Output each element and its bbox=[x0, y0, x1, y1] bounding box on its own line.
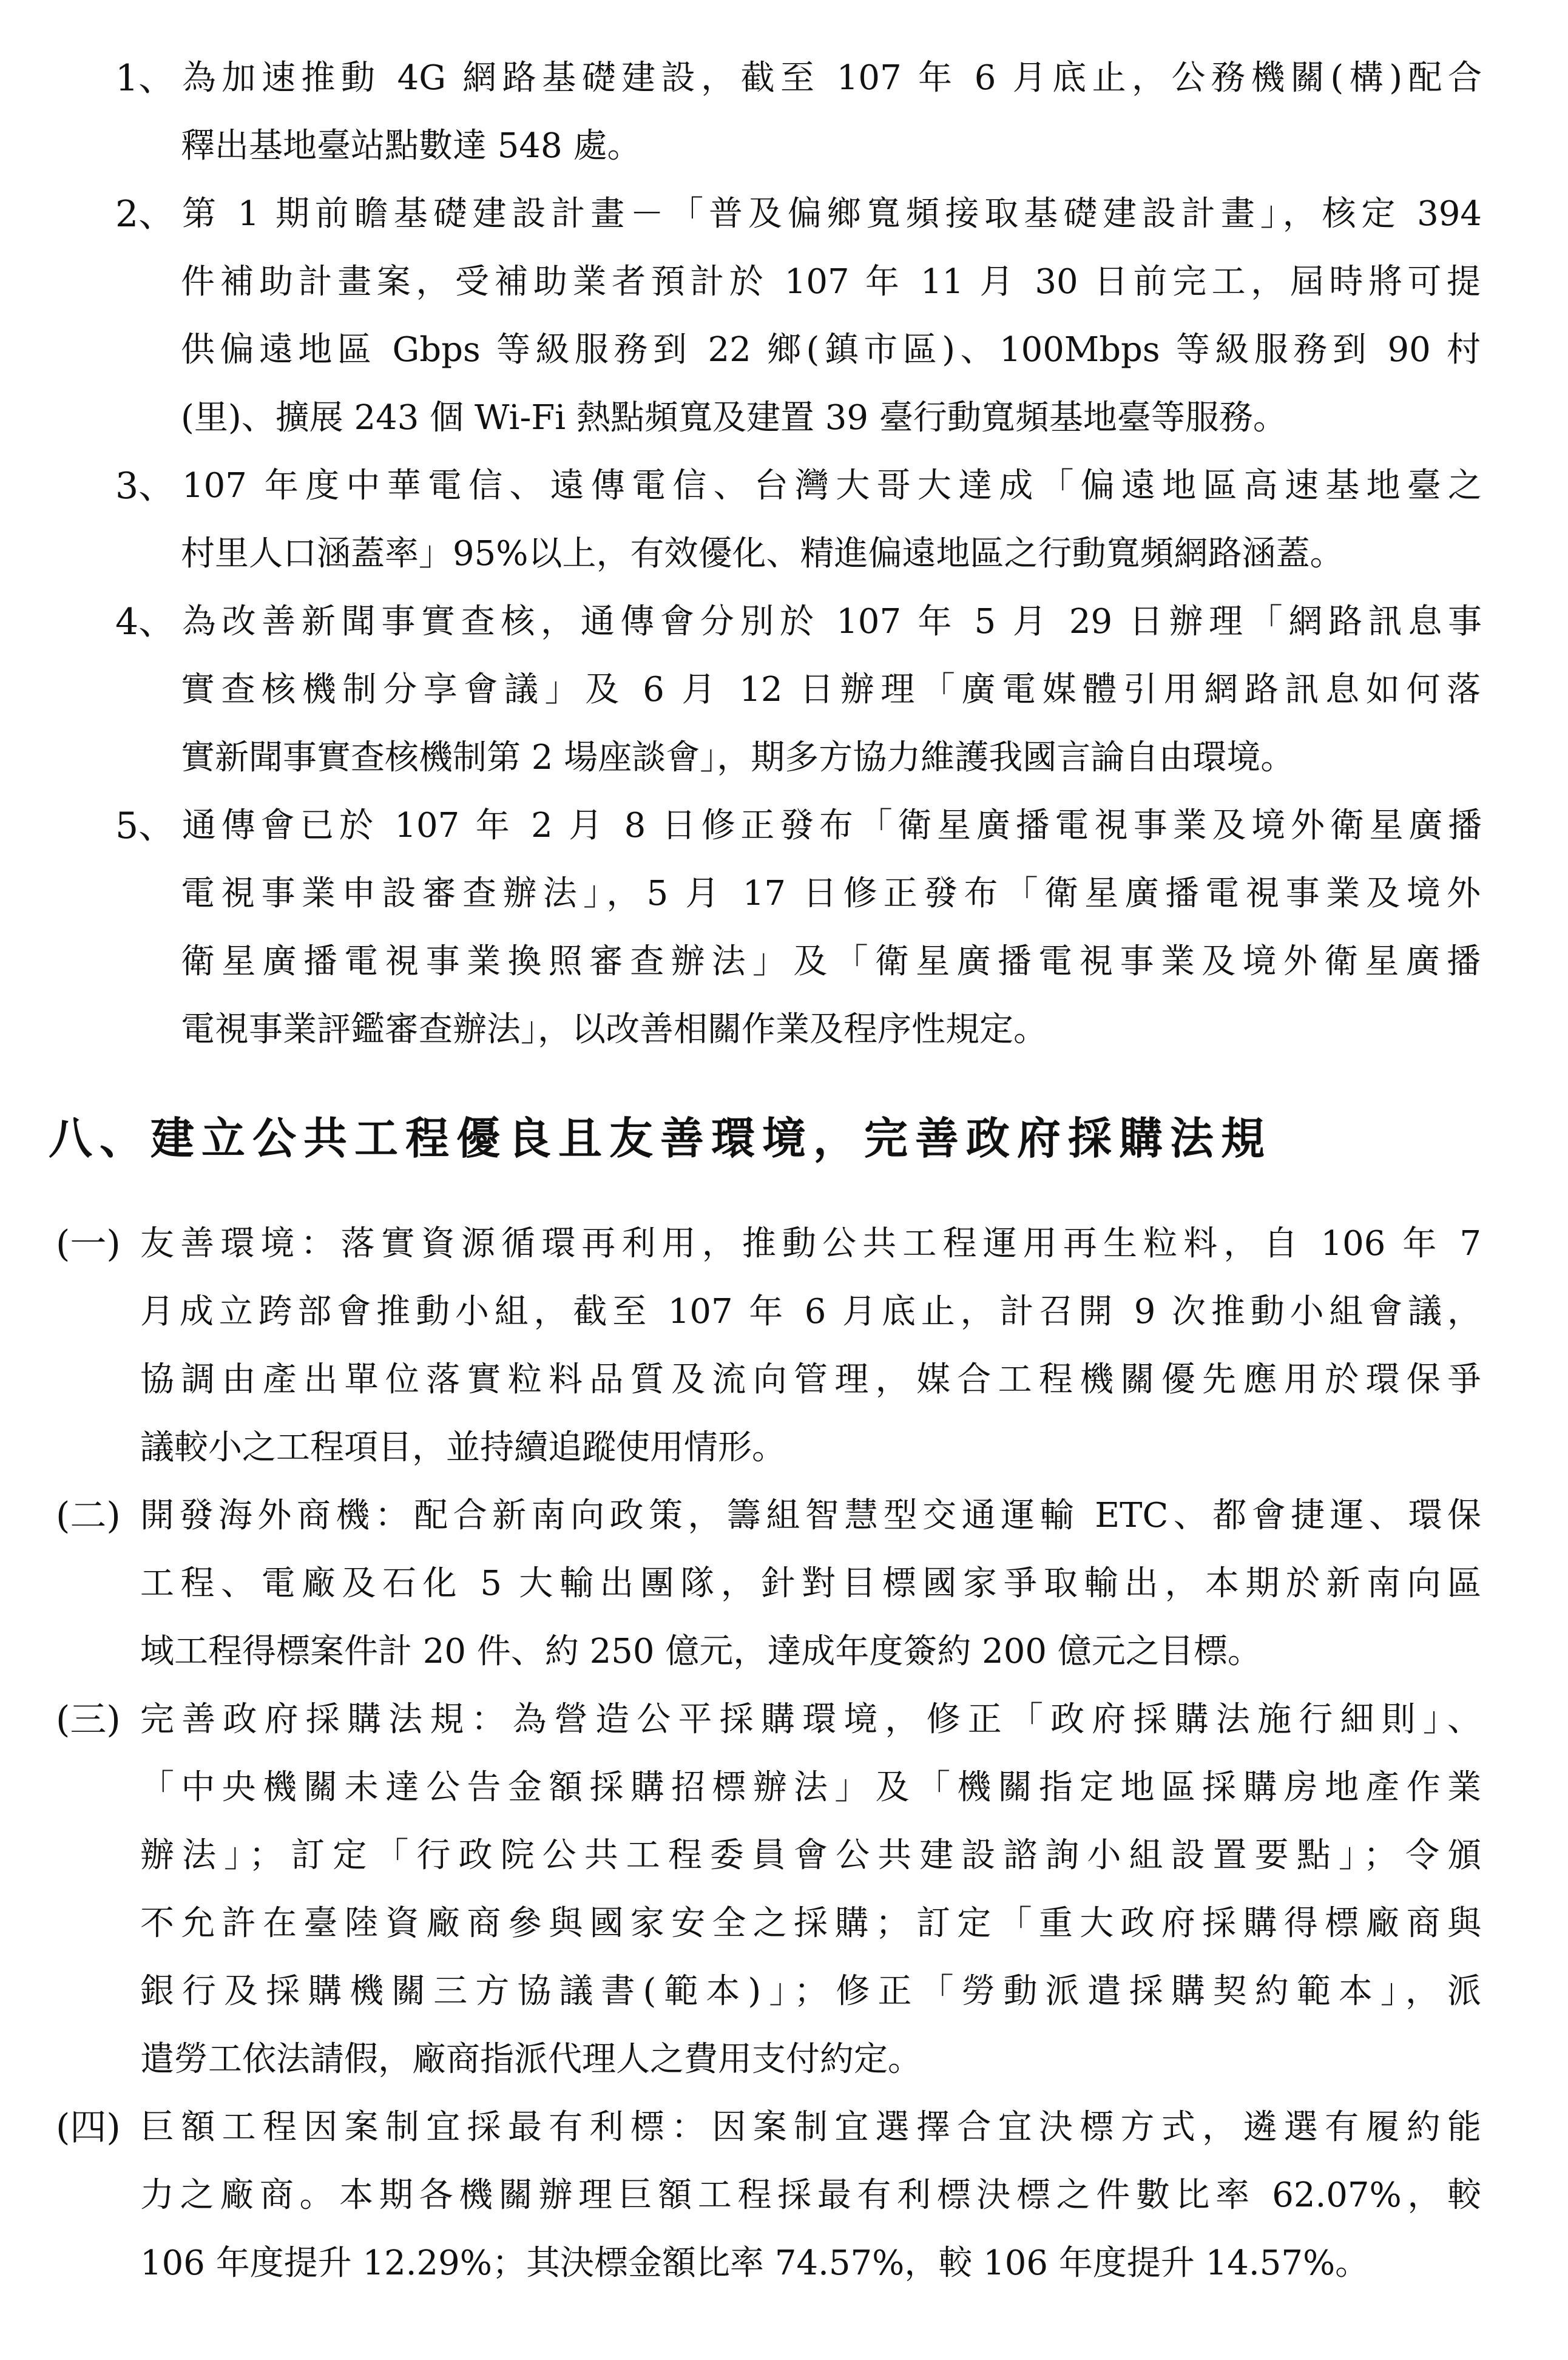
item-line bbox=[0, 384, 1568, 452]
section-line bbox=[0, 2230, 1568, 2297]
item-line bbox=[0, 928, 1568, 996]
item-line bbox=[0, 112, 1568, 180]
section-text-line: 工程、電廠及石化 5 大輸出團隊，針對目標國家爭取輸出，本期於新南向區 bbox=[140, 1564, 1481, 1603]
list-item-5 bbox=[0, 792, 1568, 860]
section-line bbox=[0, 1618, 1568, 1686]
item-line bbox=[0, 520, 1568, 588]
section-list bbox=[0, 1210, 1568, 2297]
item-text-line: 電視事業申設審查辦法」，5 月 17 日修正發布「衛星廣播電視事業及境外 bbox=[181, 874, 1481, 913]
section-number: (一) bbox=[56, 1223, 121, 1265]
section-number: (四) bbox=[56, 2106, 121, 2149]
section-text-line: 議較小之工程項目，並持續追蹤使用情形。 bbox=[140, 1428, 786, 1467]
section-4 bbox=[0, 2094, 1568, 2162]
item-line bbox=[0, 248, 1568, 316]
section-text-line: 巨額工程因案制宜採最有利標：因案制宜選擇合宜決標方式，遴選有履約能 bbox=[140, 2108, 1481, 2147]
section-number: (三) bbox=[56, 1699, 121, 1741]
item-line bbox=[0, 996, 1568, 1064]
section-text-line: 友善環境：落實資源循環再利用，推動公共工程運用再生粒料，自 106 年 7 bbox=[140, 1224, 1481, 1263]
item-line bbox=[0, 656, 1568, 724]
item-text-line: (里)、擴展 243 個 Wi-Fi 熱點頻寬及建置 39 臺行動寬頻基地臺等服務。 bbox=[181, 398, 1287, 438]
item-text-line: 電視事業評鑑審查辦法」，以改善相關作業及程序性規定。 bbox=[181, 1010, 1047, 1049]
item-line bbox=[0, 724, 1568, 792]
numbered-list bbox=[0, 44, 1568, 1064]
item-number: 2、 bbox=[115, 193, 175, 235]
item-text-line: 村里人口涵蓋率」95%以上，有效優化、精進偏遠地區之行動寬頻網路涵蓋。 bbox=[181, 534, 1344, 573]
item-text-line: 實查核機制分享會議」及 6 月 12 日辦理「廣電媒體引用網路訊息如何落 bbox=[181, 670, 1481, 709]
section-2 bbox=[0, 1482, 1568, 1550]
section-line bbox=[0, 1822, 1568, 1890]
section-text-line: 「中央機關未達公告金額採購招標辦法」及「機關指定地區採購房地產作業 bbox=[140, 1768, 1481, 1807]
section-line bbox=[0, 1550, 1568, 1618]
item-text-line: 實新聞事實查核機制第 2 場座談會」，期多方協力維護我國言論自由環境。 bbox=[181, 738, 1295, 777]
section-text-line: 遣勞工依法請假，廠商指派代理人之費用支付約定。 bbox=[140, 2040, 922, 2079]
section-heading: 八、建立公共工程優良且友善環境，完善政府採購法規 bbox=[49, 1113, 1272, 1164]
section-text-line: 協調由產出單位落實粒料品質及流向管理，媒合工程機關優先應用於環保爭 bbox=[140, 1360, 1481, 1399]
list-item-3 bbox=[0, 452, 1568, 520]
section-text-line: 不允許在臺陸資廠商參與國家安全之採購；訂定「重大政府採購得標廠商與 bbox=[140, 1904, 1481, 1943]
item-line bbox=[0, 316, 1568, 384]
section-text-line: 銀行及採購機關三方協議書(範本)」；修正「勞動派遣採購契約範本」，派 bbox=[140, 1972, 1481, 2011]
section-text-line: 開發海外商機：配合新南向政策，籌組智慧型交通運輸 ETC、都會捷運、環保 bbox=[140, 1496, 1481, 1535]
section-number: (二) bbox=[56, 1495, 121, 1537]
section-text-line: 月成立跨部會推動小組，截至 107 年 6 月底止，計召開 9 次推動小組會議， bbox=[140, 1292, 1481, 1331]
list-item-1 bbox=[0, 44, 1568, 112]
section-text-line: 域工程得標案件計 20 件、約 250 億元，達成年度簽約 200 億元之目標。 bbox=[140, 1632, 1262, 1671]
section-line bbox=[0, 1346, 1568, 1414]
item-text-line: 第 1 期前瞻基礎建設計畫－「普及偏鄉寬頻接取基礎建設計畫」，核定 394 bbox=[182, 194, 1482, 234]
item-text-line: 107 年度中華電信、遠傳電信、台灣大哥大達成「偏遠地區高速基地臺之 bbox=[182, 466, 1482, 505]
item-number: 1、 bbox=[115, 57, 175, 100]
item-number: 3、 bbox=[115, 465, 175, 507]
item-text-line: 為加速推動 4G 網路基礎建設，截至 107 年 6 月底止，公務機關(構)配合 bbox=[182, 58, 1482, 98]
section-text-line: 完善政府採購法規：為營造公平採購環境，修正「政府採購法施行細則」、 bbox=[140, 1700, 1481, 1739]
section-text-line: 辦法」；訂定「行政院公共工程委員會公共建設諮詢小組設置要點」；令頒 bbox=[140, 1836, 1481, 1875]
item-text-line: 為改善新聞事實查核，通傳會分別於 107 年 5 月 29 日辦理「網路訊息事 bbox=[182, 602, 1482, 641]
section-text-line: 力之廠商。本期各機關辦理巨額工程採最有利標決標之件數比率 62.07%，較 bbox=[140, 2176, 1481, 2215]
section-line bbox=[0, 1414, 1568, 1482]
section-3 bbox=[0, 1686, 1568, 1754]
item-number: 4、 bbox=[115, 601, 175, 643]
item-text-line: 衛星廣播電視事業換照審查辦法」及「衛星廣播電視事業及境外衛星廣播 bbox=[181, 942, 1481, 981]
section-line bbox=[0, 2162, 1568, 2230]
item-line bbox=[0, 860, 1568, 928]
item-text-line: 供偏遠地區 Gbps 等級服務到 22 鄉(鎮市區)、100Mbps 等級服務到 90 村 bbox=[181, 330, 1481, 370]
item-text-line: 通傳會已於 107 年 2 月 8 日修正發布「衛星廣播電視事業及境外衛星廣播 bbox=[182, 806, 1482, 845]
list-item-4 bbox=[0, 588, 1568, 656]
list-item-2 bbox=[0, 180, 1568, 248]
section-line bbox=[0, 1890, 1568, 1958]
section-line bbox=[0, 1754, 1568, 1822]
section-line bbox=[0, 2026, 1568, 2094]
item-text-line: 釋出基地臺站點數達 548 處。 bbox=[181, 126, 641, 166]
item-number: 5、 bbox=[115, 805, 175, 847]
item-text-line: 件補助計畫案，受補助業者預計於 107 年 11 月 30 日前完工，屆時將可提 bbox=[181, 262, 1481, 302]
section-text-line: 106 年度提升 12.29%；其決標金額比率 74.57%，較 106 年度提升 14.57%。 bbox=[140, 2243, 1370, 2283]
section-line bbox=[0, 1278, 1568, 1346]
section-1 bbox=[0, 1210, 1568, 1278]
section-line bbox=[0, 1958, 1568, 2026]
